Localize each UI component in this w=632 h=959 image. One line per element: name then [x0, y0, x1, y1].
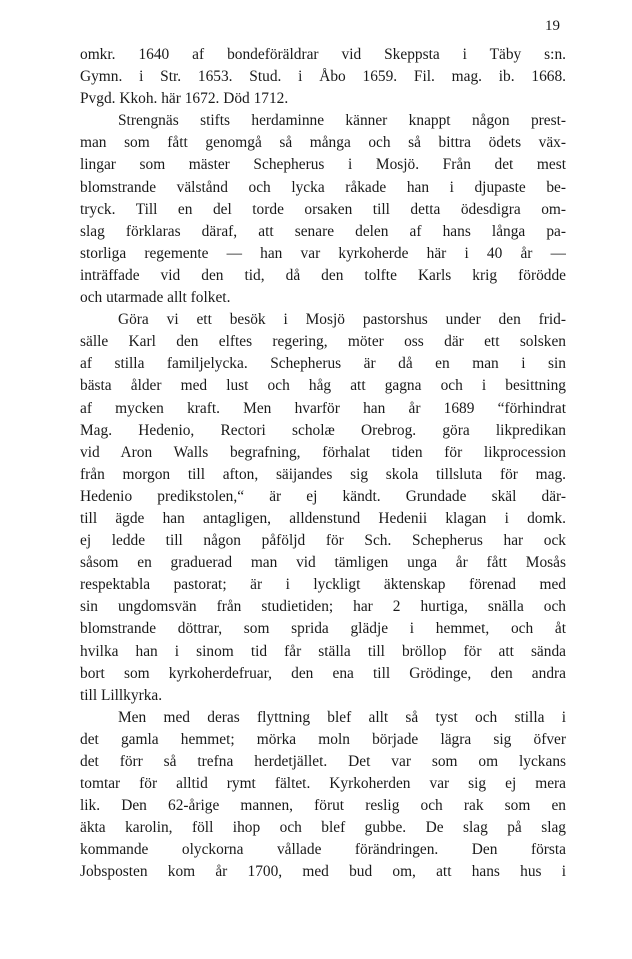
- text-line: Hedenio predikstolen,“ är ej kändt. Grundade skäl där-: [80, 487, 566, 505]
- text-line: lingar som mäster Schepherus i Mosjö. Från det mest: [80, 156, 566, 174]
- text-line: vid Aron Walls begrafning, förhalat tiden för likprocession: [80, 443, 566, 461]
- text-line: Men med deras flyttning blef allt så tyst och stilla i: [118, 708, 566, 726]
- text-line: och utarmade allt folket.: [80, 289, 231, 307]
- text-line: Mag. Hedenio, Rectori scholæ Orebrog. göra likpredikan: [80, 421, 566, 439]
- text-line: sin ungdomsvän från studietiden; har 2 hurtiga, snälla och: [80, 598, 566, 616]
- body-text: [80, 44, 566, 884]
- text-line: slag förklaras däraf, att senare delen af hans långa pa-: [80, 222, 566, 240]
- text-line: tomtar för alltid rymt fältet. Kyrkoherden var sig ej mera: [80, 775, 566, 793]
- text-line: storliga regemente — han var kyrkoherde här i 40 år —: [80, 244, 566, 262]
- text-line: från morgon till afton, säijandes sig skola tillsluta för mag.: [80, 465, 566, 483]
- text-line: till Lillkyrka.: [80, 686, 163, 704]
- text-line: tryck. Till en del torde orsaken till detta ödesdigra om-: [80, 200, 566, 218]
- text-line: hvilka han i sinom tid får ställa till bröllop för att sända: [80, 642, 566, 660]
- text-line: Göra vi ett besök i Mosjö pastorshus under den frid-: [118, 311, 566, 329]
- text-line: respektabla pastorat; är i lyckligt äktenskap förenad med: [80, 576, 566, 594]
- page-number: 19: [545, 18, 560, 34]
- text-line: af stilla familjelycka. Schepherus är då en man i sin: [80, 355, 566, 373]
- text-line: sälle Karl den elftes regering, möter oss där ett solsken: [80, 333, 566, 351]
- text-line: af mycken kraft. Men hvarför han år 1689 “förhindrat: [80, 399, 566, 417]
- text-line: lik. Den 62-årige mannen, förut reslig och rak som en: [80, 797, 566, 815]
- text-line: såsom en graduerad man vid tämligen unga år fått Mosås: [80, 554, 566, 572]
- text-line: Strengnäs stifts herdaminne känner knappt någon prest-: [118, 112, 566, 130]
- text-line: blomstrande döttrar, som sprida glädje i hemmet, och åt: [80, 620, 566, 638]
- text-line: man som fått genomgå så många och så bittra ödets väx‑: [80, 134, 566, 152]
- text-line: Gymn. i Str. 1653. Stud. i Åbo 1659. Fil. mag. ib. 1668.: [80, 68, 566, 86]
- text-line: kommande olyckorna vållade förändringen. Den första: [80, 841, 566, 859]
- text-line: det förr så trefna herdetjället. Det var som om lyckans: [80, 753, 566, 770]
- text-line: till ägde han antagligen, alldenstund Hedenii klagan i domk.: [80, 509, 566, 527]
- text-line: inträffade vid den tid, då den tolfte Karls krig förödde: [80, 266, 566, 284]
- text-line: blomstrande välstånd och lycka råkade han i djupaste be-: [80, 178, 566, 196]
- text-line: ej ledde till någon påföljd för Sch. Schepherus har ock: [80, 532, 566, 550]
- text-line: omkr. 1640 af bondeföräldrar vid Skeppsta i Täby s:n.: [80, 46, 566, 63]
- text-line: Pvgd. Kkoh. här 1672. Död 1712.: [80, 90, 289, 108]
- text-line: bort som kyrkoherdefruar, den ena till Grödinge, den andra: [80, 664, 566, 682]
- text-line: äkta karolin, föll ihop och blef gubbe. De slag på slag: [80, 819, 566, 837]
- text-line: Jobsposten kom år 1700, med bud om, att hans hus i: [80, 863, 566, 881]
- text-line: bästa ålder med lust och håg att gagna och i besittning: [80, 377, 566, 395]
- text-line: det gamla hemmet; mörka moln började lägra sig öfver: [80, 730, 566, 748]
